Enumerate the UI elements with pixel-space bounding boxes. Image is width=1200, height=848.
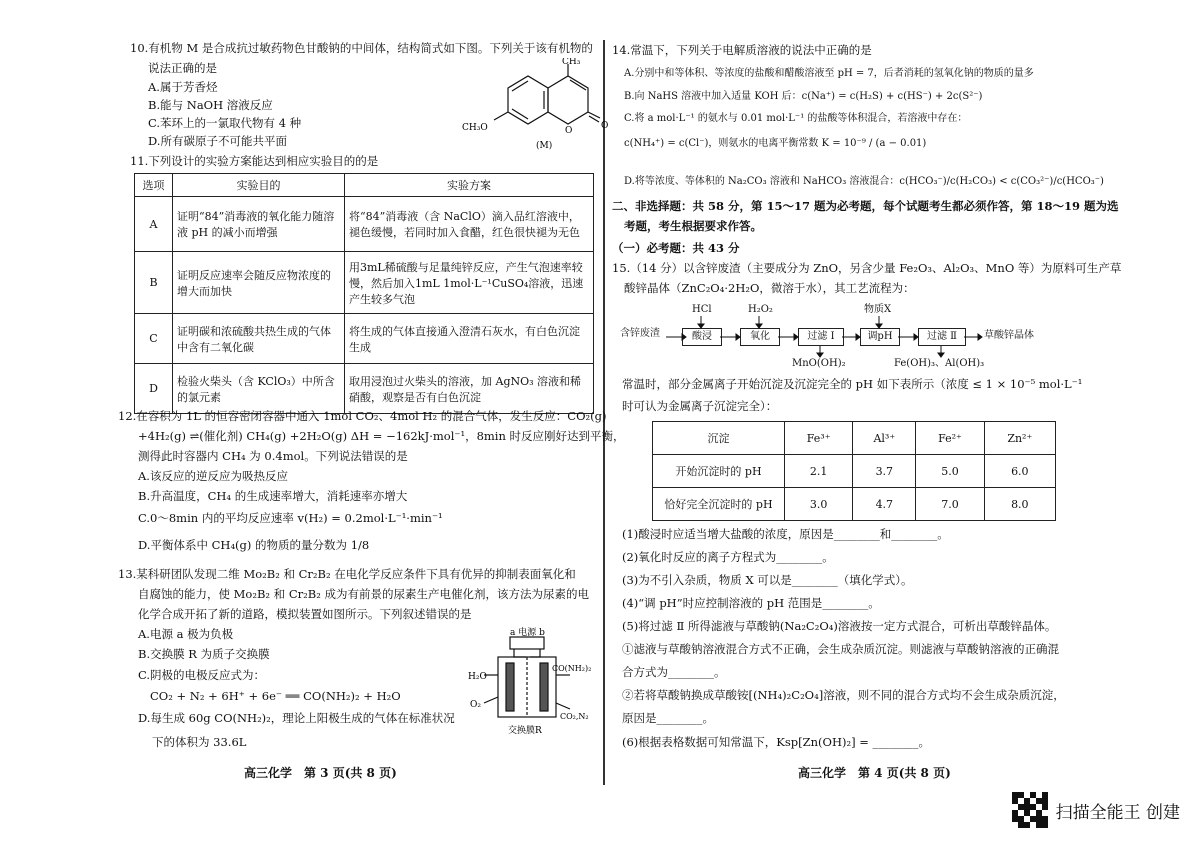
ph-row-complete-zn2: 8.0 bbox=[984, 488, 1055, 521]
q13-stem-3: 化学合成开拓了新的道路，模拟装置如图所示。下列叙述错误的是 bbox=[138, 607, 472, 621]
q14-option-d: D.将等浓度、等体积的 Na₂CO₃ 溶液和 NaHCO₃ 溶液混合：c(HCO₃⁻)/c(H₂CO₃) < c(CO₃²⁻)/c(HCO₃⁻) bbox=[624, 176, 1104, 187]
qr-code-icon bbox=[1012, 792, 1048, 828]
ph-header-al3: Al³⁺ bbox=[853, 422, 916, 455]
ph-row-start-fe2: 5.0 bbox=[916, 455, 984, 488]
flow-start: 含锌废渣 bbox=[620, 328, 660, 339]
flow-step-acid-leach: 酸浸 bbox=[682, 328, 722, 346]
q12-stem-3: 测得此时容器内 CH₄ 为 0.4mol。下列说法错误的是 bbox=[138, 449, 408, 463]
molecule-m-structure bbox=[458, 58, 608, 150]
left-page-footer: 高三化学 第 3 页(共 8 页) bbox=[244, 766, 397, 780]
mol-ch3-top: CH₃ bbox=[562, 58, 581, 67]
q11-row-d-purpose: 检验火柴头（含 KClO₃）中所含的氯元素 bbox=[173, 364, 345, 414]
q14-option-b: B.向 NaHS 溶液中加入适量 KOH 后：c(Na⁺) = c(H₂S) + c(HS⁻) + 2c(S²⁻) bbox=[624, 91, 983, 102]
q15-part-6: (6)根据表格数据可知常温下，Ksp[Zn(OH)₂] = ________。 bbox=[622, 735, 930, 749]
q13-option-d: D.每生成 60g CO(NH₂)₂，理论上阳极生成的气体在标准状况 bbox=[138, 711, 455, 725]
q15-part-5b-cont: 原因是________。 bbox=[622, 711, 714, 725]
part2-line-3: （一）必考题：共 43 分 bbox=[612, 241, 740, 255]
fig-co2n2-label: CO₂,N₂ bbox=[560, 712, 589, 721]
fig-h2o-label: H₂O bbox=[468, 672, 487, 682]
flow-product: 草酸锌晶体 bbox=[984, 330, 1034, 341]
q12-option-a: A.该反应的逆反应为吸热反应 bbox=[138, 469, 288, 483]
mol-ring-oxygen: O bbox=[565, 126, 573, 136]
q11-row-c-option: C bbox=[135, 314, 173, 364]
ph-row-complete-al3: 4.7 bbox=[853, 488, 916, 521]
left-page bbox=[118, 0, 625, 848]
ph-header-fe3: Fe³⁺ bbox=[785, 422, 853, 455]
flow-arrows bbox=[612, 300, 992, 360]
q15-part-5: (5)将过滤 Ⅱ 所得滤液与草酸钠(Na₂C₂O₄)溶液按一定方式混合，可析出草酸锌晶体。 bbox=[622, 619, 1057, 633]
q10-option-d: D.所有碳原子不可能共平面 bbox=[148, 134, 287, 148]
scanner-watermark bbox=[1012, 792, 1180, 828]
q15-part-2: (2)氧化时反应的离子方程式为________。 bbox=[622, 550, 834, 564]
flow-substance-x: 物质X bbox=[864, 304, 892, 315]
flow-step-filter-1: 过滤 Ⅰ bbox=[798, 328, 844, 346]
q15-part-1: (1)酸浸时应适当增大盐酸的浓度，原因是________和________。 bbox=[622, 527, 949, 541]
flow-step-filter-2: 过滤 Ⅱ bbox=[918, 328, 966, 346]
q14-option-a: A.分别中和等体积、等浓度的盐酸和醋酸溶液至 pH = 7，后者消耗的氢氧化钠的物质的量多 bbox=[624, 68, 1034, 79]
ph-row-complete-fe2: 7.0 bbox=[916, 488, 984, 521]
q11-row-a-plan: 将“84”消毒液（含 NaClO）滴入品红溶液中，褪色缓慢，若同时加入食醋，红色很快褪为无色 bbox=[345, 197, 594, 252]
ph-header-zn2: Zn²⁺ bbox=[984, 422, 1055, 455]
flow-residue-2: Fe(OH)₃、Al(OH)₃ bbox=[894, 358, 985, 369]
ph-header-precipitate: 沉淀 bbox=[653, 422, 785, 455]
q11-header-plan: 实验方案 bbox=[345, 174, 594, 197]
q11-row-d-plan: 取用浸泡过火柴头的溶液，加 AgNO₃ 溶液和稀硝酸，观察是否有白色沉淀 bbox=[345, 364, 594, 414]
q12-option-d: D.平衡体系中 CH₄(g) 的物质的量分数为 1/8 bbox=[138, 538, 370, 552]
q11-experiment-table bbox=[134, 173, 594, 414]
q12-option-b: B.升高温度，CH₄ 的生成速率增大，消耗速率亦增大 bbox=[138, 489, 408, 503]
flow-residue-1: MnO(OH)₂ bbox=[792, 358, 846, 369]
q15-part-5a: ①滤液与草酸钠溶液混合方式不正确，会生成杂质沉淀。则滤液与草酸钠溶液的正确混 bbox=[622, 642, 1059, 656]
q13-option-c-equation: CO₂ + N₂ + 6H⁺ + 6e⁻ ══ CO(NH₂)₂ + H₂O bbox=[150, 689, 401, 703]
q15-ph-table bbox=[652, 421, 1056, 521]
q10-option-c: C.苯环上的一氯取代物有 4 种 bbox=[148, 116, 302, 130]
q11-header-option: 选项 bbox=[135, 174, 173, 197]
ph-row-start-fe3: 2.1 bbox=[785, 455, 853, 488]
q13-option-a: A.电源 a 极为负极 bbox=[138, 627, 234, 641]
flow-step-adjust-ph: 调pH bbox=[860, 328, 900, 346]
ph-row-start-zn2: 6.0 bbox=[984, 455, 1055, 488]
fig-o2-label: O₂ bbox=[470, 700, 481, 710]
ph-row-start-label: 开始沉淀时的 pH bbox=[653, 455, 785, 488]
q11-row-b-plan: 用3mL稀硫酸与足量纯锌反应，产生气泡速率较慢，然后加入1mL 1mol·L⁻¹CuSO₄溶液，迅速产生较多气泡 bbox=[345, 252, 594, 314]
q11-row-d-option: D bbox=[135, 364, 173, 414]
q11-header-purpose: 实验目的 bbox=[173, 174, 345, 197]
q11-row-a-option: A bbox=[135, 197, 173, 252]
q11-row-c-purpose: 证明碳和浓硫酸共热生成的气体中含有二氧化碳 bbox=[173, 314, 345, 364]
flow-step-oxidize: 氧化 bbox=[740, 328, 780, 346]
q12-stem-2: +4H₂(g) ⇌(催化剂) CH₄(g) +2H₂O(g) ΔH = −162kJ·mol⁻¹，8min 时反应刚好达到平衡， bbox=[138, 429, 625, 443]
part2-line-1: 二、非选择题：共 58 分，第 15～17 题为必考题，每个试题考生都必须作答，第 18～19 题为选 bbox=[612, 199, 1119, 213]
q12-stem-1: 12.在容积为 1L 的恒容密闭容器中通入 1mol CO₂、4mol H₂ 的混合气体，发生反应：CO₂(g) bbox=[118, 409, 607, 423]
ph-row-complete-fe3: 3.0 bbox=[785, 488, 853, 521]
fig-power-label: a 电源 b bbox=[510, 628, 545, 638]
ph-header-fe2: Fe²⁺ bbox=[916, 422, 984, 455]
q15-part-4: (4)“调 pH”时应控制溶液的 pH 范围是________。 bbox=[622, 596, 880, 610]
q13-option-b: B.交换膜 R 为质子交换膜 bbox=[138, 647, 270, 661]
mol-ch3o-label: CH₃O bbox=[462, 123, 488, 133]
q12-option-c: C.0～8min 内的平均反应速率 v(H₂) = 0.2mol·L⁻¹·min⁻¹ bbox=[138, 511, 443, 525]
q10-stem-1: 10.有机物 M 是合成抗过敏药物色甘酸钠的中间体，结构简式如下图。下列关于该有机物的 bbox=[130, 41, 593, 55]
q13-stem-2: 自腐蚀的能力，使 Mo₂B₂ 和 Cr₂B₂ 成为有前景的尿素生产电催化剂，该方法为尿素的电 bbox=[138, 587, 589, 601]
q15-part-5a-cont: 合方式为________。 bbox=[622, 665, 726, 679]
right-page-footer: 高三化学 第 4 页(共 8 页) bbox=[798, 766, 951, 780]
q13-stem-1: 13.某科研团队发现二维 Mo₂B₂ 和 Cr₂B₂ 在电化学反应条件下具有优异的抑制表面氧化和 bbox=[118, 567, 576, 581]
q13-option-d-cont: 下的体积为 33.6L bbox=[152, 735, 247, 749]
mol-label: (M) bbox=[536, 141, 553, 150]
q15-stem-3: 常温时，部分金属离子开始沉淀及沉淀完全的 pH 如下表所示（浓度 ≤ 1 × 10⁻⁵ mol·L⁻¹ bbox=[622, 377, 1083, 391]
fig-urea-label: CO(NH₂)₂ bbox=[552, 664, 592, 673]
ph-row-complete-label: 恰好完全沉淀时的 pH bbox=[653, 488, 785, 521]
q14-option-c: C.将 a mol·L⁻¹ 的氨水与 0.01 mol·L⁻¹ 的盐酸等体积混合，若溶液中存在： bbox=[624, 113, 968, 124]
q14-option-c-cont: c(NH₄⁺) = c(Cl⁻)，则氨水的电离平衡常数 K = 10⁻⁹ / (a − 0.01) bbox=[624, 138, 927, 149]
q15-part-5b: ②若将草酸钠换成草酸铵[(NH₄)₂C₂O₄]溶液，则不同的混合方式均不会生成杂质沉淀， bbox=[622, 688, 1065, 702]
scanner-brand-text: 扫描全能王 创建 bbox=[1055, 802, 1180, 823]
q15-stem-4: 时可认为金属离子沉淀完全）： bbox=[622, 399, 778, 413]
q15-stem-2: 酸锌晶体（ZnC₂O₄·2H₂O，微溶于水），其工艺流程为： bbox=[624, 281, 915, 295]
q15-stem-1: 15.（14 分）以含锌废渣（主要成分为 ZnO，另含少量 Fe₂O₃、Al₂O₃、MnO 等）为原料可生产草 bbox=[612, 261, 1122, 275]
mol-carbonyl-oxygen: O bbox=[601, 121, 608, 131]
fig-membrane-label: 交换膜R bbox=[508, 726, 542, 736]
q11-row-c-plan: 将生成的气体直接通入澄清石灰水，有白色沉淀生成 bbox=[345, 314, 594, 364]
flow-hcl: HCl bbox=[692, 304, 712, 315]
ph-row-start-al3: 3.7 bbox=[853, 455, 916, 488]
q10-option-b: B.能与 NaOH 溶液反应 bbox=[148, 98, 273, 112]
q10-stem-2: 说法正确的是 bbox=[148, 61, 217, 75]
q14-stem: 14.常温下，下列关于电解质溶液的说法中正确的是 bbox=[612, 43, 872, 57]
q11-stem: 11.下列设计的实验方案能达到相应实验目的的是 bbox=[130, 154, 379, 168]
q15-part-3: (3)为不引入杂质，物质 X 可以是________（填化学式）。 bbox=[622, 573, 913, 587]
q13-option-c: C.阴极的电极反应式为： bbox=[138, 668, 266, 682]
q11-row-b-purpose: 证明反应速率会随反应物浓度的增大而加快 bbox=[173, 252, 345, 314]
flow-h2o2: H₂O₂ bbox=[748, 304, 773, 315]
q11-row-b-option: B bbox=[135, 252, 173, 314]
part2-line-2: 考题，考生根据要求作答。 bbox=[624, 219, 762, 233]
q11-row-a-purpose: 证明“84”消毒液的氧化能力随溶液 pH 的减小而增强 bbox=[173, 197, 345, 252]
electrolysis-cell-figure bbox=[468, 625, 596, 740]
q10-option-a: A.属于芳香烃 bbox=[148, 80, 218, 94]
